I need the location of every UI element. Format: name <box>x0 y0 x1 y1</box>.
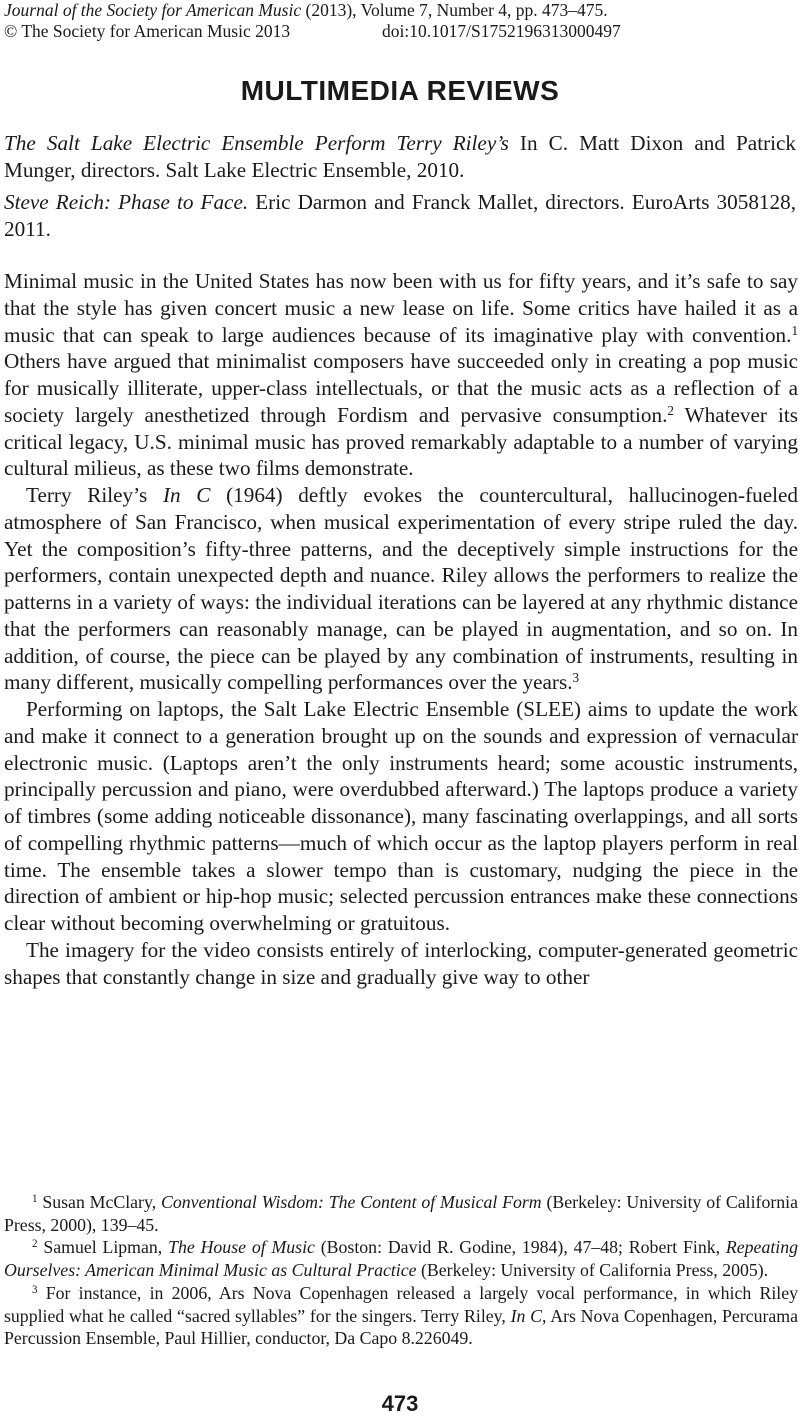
paragraph-1 <box>4 268 798 482</box>
reviewed-item-title: Steve Reich: Phase to Face. <box>4 190 249 214</box>
paragraph-4: The imagery for the video consists entirely of interlocking, computer-generated geometric shapes that constantly change in size and gradually give way to other <box>4 937 798 989</box>
reviewed-item-details: Eric Darmon and Franck Mallet, directors. EuroArts 3058128, 2011. <box>4 190 796 241</box>
footnote-text: (Berkeley: University of California Press, 2005). <box>416 1260 769 1281</box>
running-header-copyright <box>4 21 621 42</box>
reviewed-item-title-tail: In C. <box>508 131 569 155</box>
footnote-text: (Boston: David R. Godine, 1984), 47–48; Robert Fink, <box>314 1237 726 1258</box>
paragraph-1-text-c: Whatever its critical legacy, U.S. minimal music has proved remarkably adaptable to a number of varying cultural milieus, as these two films demonstrate. <box>4 402 798 481</box>
footnote-text: Susan McClary, <box>37 1192 161 1212</box>
footnote-ref-2: 2 <box>667 402 674 418</box>
paragraph-2 <box>4 482 798 696</box>
cited-title: Repeating Ourselves: American Minimal Music as Cultural Practice <box>4 1237 798 1281</box>
paragraph-2-text-b: (1964) deftly evokes the countercultural, hallucinogen-fueled atmosphere of San Francisco, when musical experimentation of every stripe ruled the day. Yet the composition’s fifty-three patterns, and the deceptively simple instructions for the performers, contain unexpected depth and nuance. Riley allows the performers to realize the patterns in a variety of ways: the individual iterations can be layered at any rhythmic distance that the performers can reasonably manage, can be played in augmentation, and so on. In addition, of course, the piece can be played by any combination of instruments, resulting in many different, musically compelling performances over the years. <box>4 483 799 695</box>
doi: doi:10.1017/S1752196313000497 <box>382 21 621 41</box>
cited-title: Conventional Wisdom: The Content of Musical Form <box>161 1192 542 1212</box>
footnote-number: 1 <box>32 1192 38 1205</box>
review-body <box>4 268 798 990</box>
footnote-number: 3 <box>32 1283 38 1296</box>
running-header-citation <box>4 0 608 21</box>
footnote-text: (Berkeley: University of California Press, 2000), 139–45. <box>4 1192 798 1235</box>
page-number: 473 <box>381 1391 419 1416</box>
footnote-ref-1: 1 <box>791 322 798 338</box>
footnote-ref-3: 3 <box>572 670 580 686</box>
section-title: MULTIMEDIA REVIEWS <box>240 75 560 106</box>
reviewed-item-2 <box>4 189 796 242</box>
reviewed-item-1 <box>4 130 796 183</box>
footnote-text: For instance, in 2006, Ars Nova Copenhagen released a largely vocal performance, in which Riley supplied what he called “sacred syllables” for the singers. Terry Riley, <box>4 1282 798 1326</box>
paragraph-1-text-b: Others have argued that minimalist composers have succeeded only in creating a pop music for musically illiterate, upper-class intellectuals, or that the music acts as a reflection of a society largely anesthetized through Fordism and pervasive consumption. <box>4 349 798 427</box>
footnote-3 <box>4 1282 798 1350</box>
paragraph-3: Performing on laptops, the Salt Lake Electric Ensemble (SLEE) aims to update the work and make it connect to a generation brought up on the sounds and expression of vernacular electronic music. (Laptops aren’t the only instruments heard; some acoustic instruments, principally percussion and piano, were overdubbed afterward.) The laptops produce a variety of timbres (some adding noticeable dissonance), many fascinating overlappings, and all sorts of compelling rhythmic patterns—much of which occur as the laptop players perform in real time. The ensemble takes a slower tempo than is customary, nudging the piece in the direction of ambient or hip-hop music; selected percussion entrances make these connections clear without becoming overwhelming or gratuitous. <box>4 697 798 935</box>
footnote-1 <box>4 1191 798 1236</box>
cited-title: In C <box>510 1305 543 1326</box>
footnotes <box>4 1191 798 1350</box>
work-title: In C <box>162 483 211 507</box>
issue-citation: (2013), Volume 7, Number 4, pp. 473–475. <box>301 0 608 20</box>
reviewed-item-title: The Salt Lake Electric Ensemble Perform Terry Riley’s <box>4 131 509 155</box>
paragraph-1-text-a: Minimal music in the United States has now been with us for fifty years, and it’s safe to say that the style has given concert music a new lease on life. Some critics have hailed it as a music that can speak to large audiences because of its imaginative play with convention. <box>4 269 798 347</box>
cited-title: The House of Music <box>168 1237 315 1258</box>
paragraph-2-text-a: Terry Riley’s <box>26 483 163 507</box>
reviewed-item-details: Matt Dixon and Patrick Munger, directors. Salt Lake Electric Ensemble, 2010. <box>4 131 797 182</box>
footnote-2 <box>4 1236 798 1281</box>
footnote-number: 2 <box>32 1238 38 1251</box>
footnote-text: Samuel Lipman, <box>37 1237 169 1258</box>
copyright-line: © The Society for American Music 2013 <box>4 21 291 41</box>
footnote-text: , Ars Nova Copenhagen, Percurama Percussion Ensemble, Paul Hillier, conductor, Da Capo 8.226049. <box>4 1305 798 1349</box>
journal-name: Journal of the Society for American Music <box>4 0 302 20</box>
